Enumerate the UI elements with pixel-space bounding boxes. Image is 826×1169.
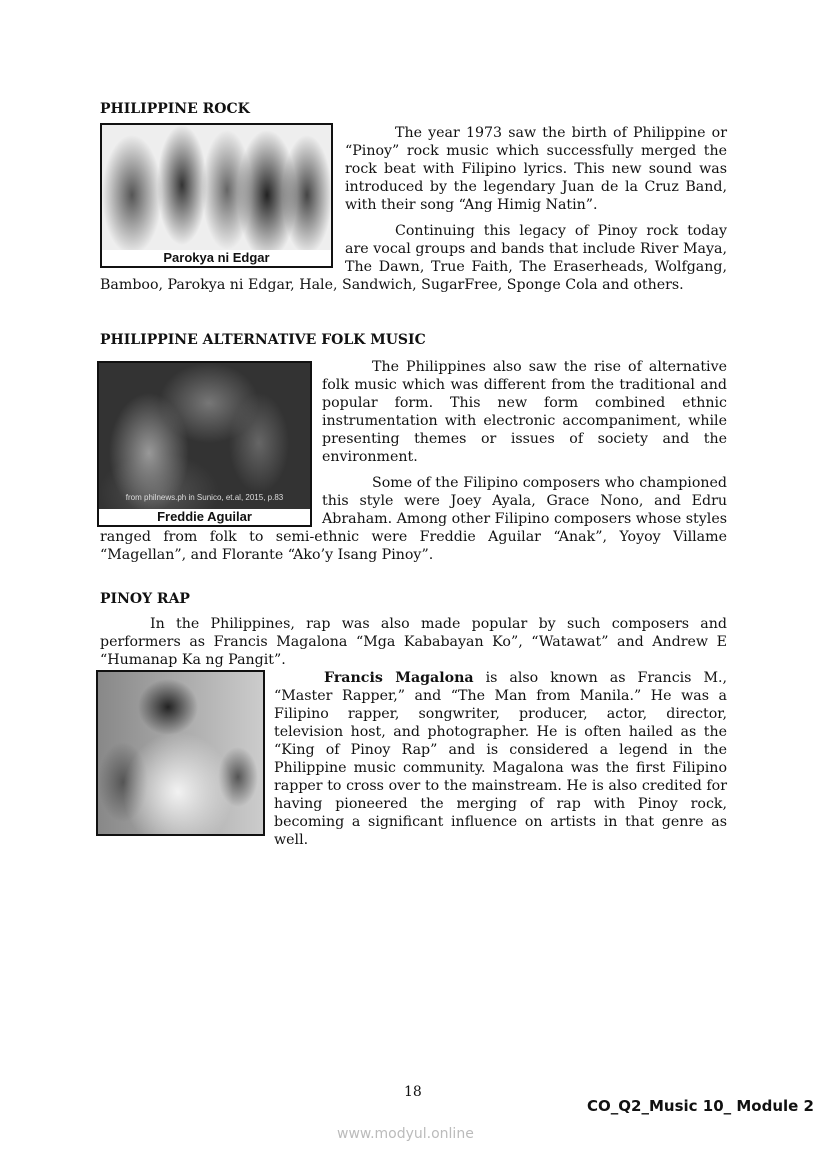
section-philippine-rock — [100, 100, 727, 294]
page-number: 18 — [404, 1084, 422, 1100]
rapper-photo — [98, 672, 263, 834]
module-label: CO_Q2_Music 10_ Module 2 — [587, 1097, 814, 1115]
section-heading: PINOY RAP — [100, 591, 190, 607]
section-heading: PHILIPPINE ALTERNATIVE FOLK MUSIC — [100, 332, 426, 348]
paragraph-text: is also known as Francis M., “Master Rapper,” and “The Man from Manila.” He was a Filipino rapper, songwriter, producer, actor, director, television host, and photographer. He is often hailed as the “King of Pinoy Rap” and is considered a legend in the Philippine music community. Magalona was the first Filipino rapper to cross over to the mainstream. He is also credited for having pioneered the merging of rap with Pinoy rock, becoming a significant influence on artists in that genre as well. — [274, 670, 727, 848]
paragraph: The Philippines also saw the rise of alternative folk music which was different from the traditional and popular form. This new form combined ethnic instrumentation with electronic accompaniment, while presenting themes or issues of society and the environment. — [322, 359, 727, 465]
figure-caption: Parokya ni Edgar — [102, 250, 331, 266]
singer-photo-figure — [97, 361, 312, 527]
section-heading: PHILIPPINE ROCK — [100, 101, 250, 117]
watermark: www.modyul.online — [337, 1126, 474, 1142]
band-photo — [102, 125, 331, 266]
rapper-photo-figure — [96, 670, 265, 836]
photo-credit: from philnews.ph in Sunico, et.al, 2015, p.83 — [125, 493, 284, 502]
bold-name: Francis Magalona — [324, 670, 474, 686]
figure-caption: Freddie Aguilar — [99, 509, 310, 525]
paragraph: The year 1973 saw the birth of Philippine or “Pinoy” rock music which successfully merged the rock beat with Filipino lyrics. This new sound was introduced by the legendary Juan de la Cruz Band, with their song “Ang Himig Natin”. — [345, 125, 727, 213]
paragraph: Some of the Filipino composers who championed this style were Joey Ayala, Grace Nono, and Edru Abraham. Among other Filipino composers whose styles ranged from folk to semi-ethnic were Freddie Aguilar “Anak”, Yoyoy Villame “Magellan”, and Florante “Ako’y Isang Pinoy”. — [100, 475, 727, 563]
band-photo-figure — [100, 123, 333, 268]
paragraph: In the Philippines, rap was also made popular by such composers and performers as Francis Magalona “Mga Kababayan Ko”, “Watawat” and Andrew E “Humanap Ka ng Pangit”. — [100, 616, 727, 668]
section-alternative-folk — [100, 331, 727, 564]
paragraph: Continuing this legacy of Pinoy rock today are vocal groups and bands that include River Maya, The Dawn, True Faith, The Eraserheads, Wolfgang, Bamboo, Parokya ni Edgar, Hale, Sandwich, SugarFree, Sponge Cola and others. — [100, 223, 727, 293]
section-pinoy-rap — [100, 590, 727, 849]
